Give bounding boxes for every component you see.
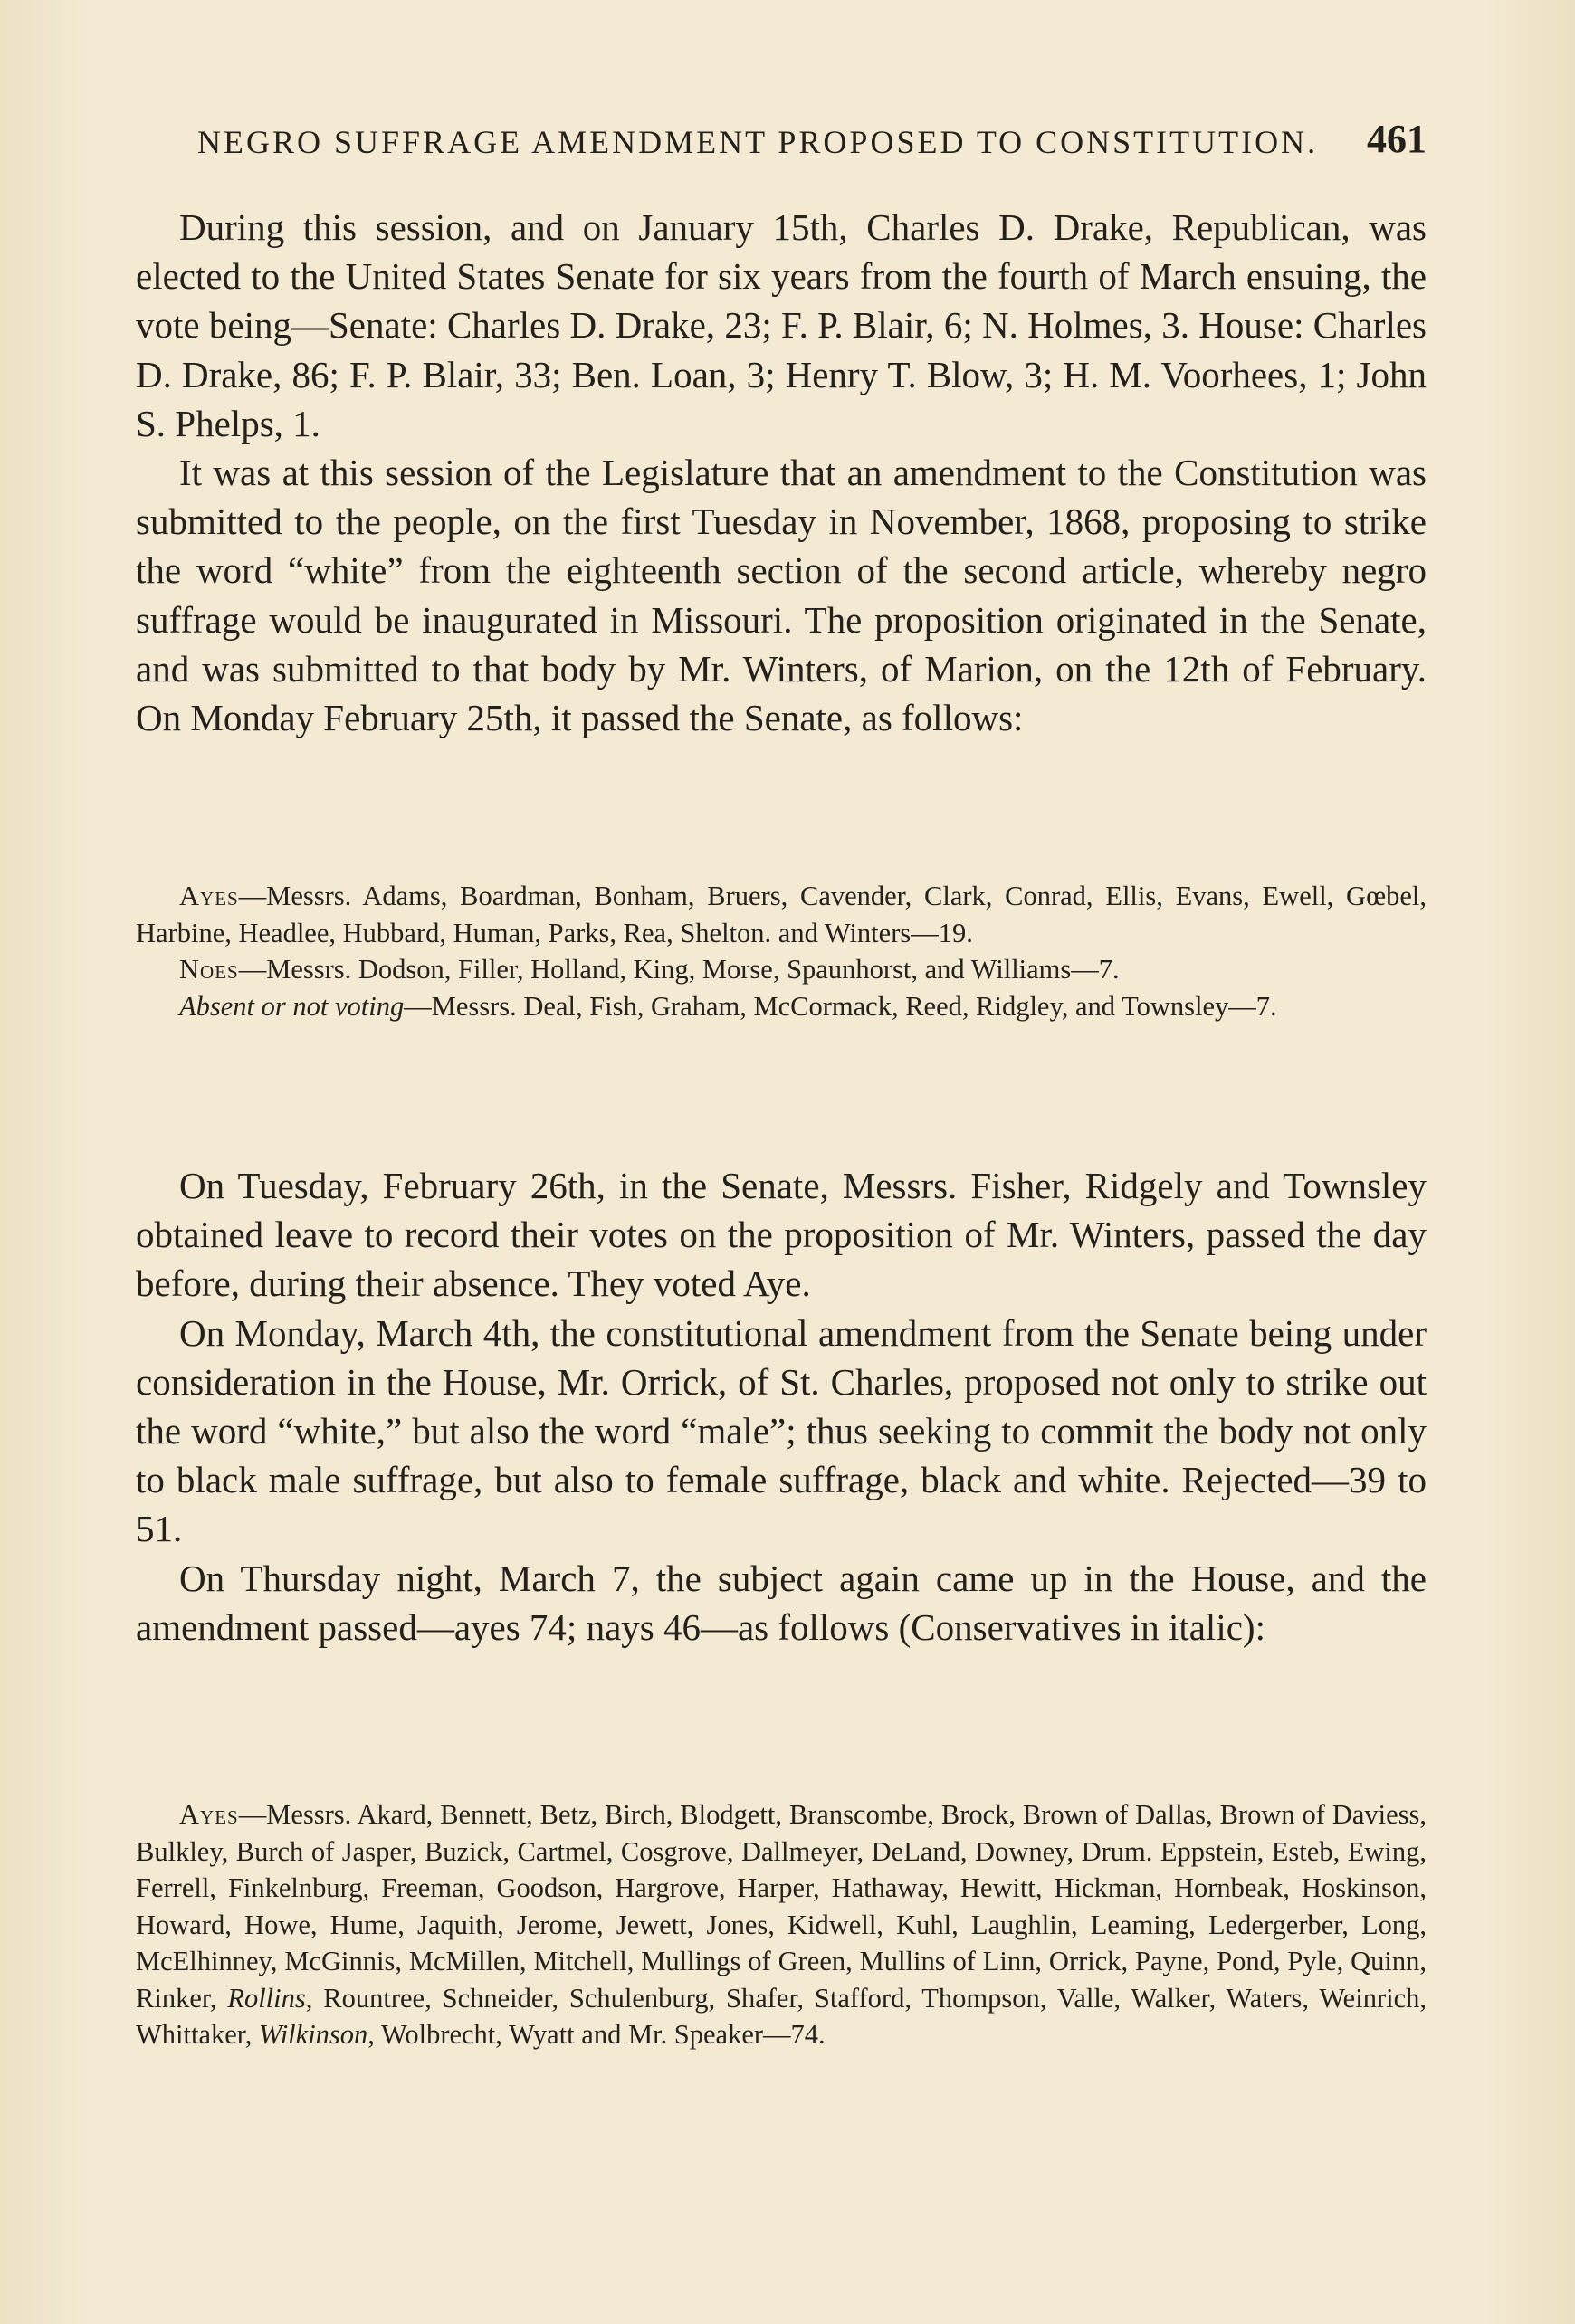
senate-absent-names: —Messrs. Deal, Fish, Graham, McCormack, Reed, Ridgley, and Townsley—7. [404,990,1277,1022]
page-number: 461 [1367,117,1427,161]
senate-ayes-names: —Messrs. Adams, Boardman, Bonham, Bruers, Cavender, Clark, Conrad, Ellis, Evans, Ewell, Gœbel, Harbine, Headlee, Hubbard, Human, Parks, Rea, Shelton. and Winters—19. [136,881,1427,948]
senate-absent-label: Absent or not voting [179,990,405,1022]
paragraph-late-votes: On Tuesday, February 26th, in the Senate, Messrs. Fisher, Ridgely and Townsley obtained leave to record their votes on the proposition of Mr. Winters, passed the day before, during their absence. They voted Aye. [136,1165,1427,1305]
opening-text [136,203,1427,742]
house-ayes-names-2: , Rountree, Schneider, Schulenburg, Shafer, Stafford, Thompson, Valle, Walker, Waters, Weinrich, Whittaker, [136,1982,1427,2050]
paragraph-orrick-motion: On Monday, March 4th, the constitutional amendment from the Senate being under consideration in the House, Mr. Orrick, of St. Charles, proposed not only to strike out the word “white,” but also the word “male”; thus seeking to commit the body not only to black male suffrage, but also to female suffrage, black and white. Rejected—39 to 51. [136,1311,1427,1550]
middle-text [136,1161,1427,1652]
house-ayes [136,1796,1427,2053]
house-ayes-names-1: —Messrs. Akard, Bennett, Betz, Birch, Blodgett, Branscombe, Brock, Brown of Dallas, Brown of Daviess, Bulkley, Burch of Jasper, Buzick, Cartmel, Cosgrove, Dallmeyer, DeLand, Downey, Drum. Eppstein, Esteb, Ewing, Ferrell, Finkelnburg, Freeman, Goodson, Hargrove, Harper, Hathaway, Hewitt, Hickman, Hornbeak, Hoskinson, Howard, Howe, Hume, Jaquith, Jerome, Jewett, Jones, Kidwell, Kuhl, Laughlin, Leaming, Ledergerber, Long, McElhinney, McGinnis, McMillen, Mitchell, Mullings of Green, Mullins of Linn, Orrick, Payne, Pond, Pyle, Quinn, Rinker, [136,1799,1427,2014]
senate-ayes [136,878,1427,951]
house-conservative-name-1: Rollins [227,1982,306,2014]
paragraph-house-passage: On Thursday night, March 7, the subject again came up in the House, and the amendment passed—ayes 74; nays 46—as follows (Conservatives in italic): [136,1557,1427,1648]
paragraph-amendment-origin: It was at this session of the Legislature that an amendment to the Constitution was submitted to the people, on the first Tuesday in November, 1868, proposing to strike the word “white” from the eighteenth section of the second article, whereby negro suffrage would be inaugurated in Missouri. The proposition originated in the Senate, and was submitted to that body by Mr. Winters, of Marion, on the 12th of February. On Monday February 25th, it passed the Senate, as follows: [136,452,1427,739]
senate-noes-label: Noes [179,954,239,985]
house-vote-record [136,1796,1427,2053]
house-ayes-names-3: , Wolbrecht, Wyatt and Mr. Speaker—74. [368,2019,826,2050]
senate-ayes-label: Ayes [179,881,239,911]
house-ayes-label: Ayes [179,1799,239,1830]
running-title: NEGRO SUFFRAGE AMENDMENT PROPOSED TO CONSTITUTION. [197,124,1319,160]
house-conservative-name-2: Wilkinson [258,2019,368,2050]
paragraph-drake-election: During this session, and on January 15th, Charles D. Drake, Republican, was elected to the United States Senate for six years from the fourth of March ensuing, the vote being—Senate: Charles D. Drake, 23; F. P. Blair, 6; N. Holmes, 3. House: Charles D. Drake, 86; F. P. Blair, 33; Ben. Loan, 3; Henry T. Blow, 3; H. M. Voorhees, 1; John S. Phelps, 1. [136,206,1427,444]
running-header [197,116,1427,170]
senate-noes-names: —Messrs. Dodson, Filler, Holland, King, Morse, Spaunhorst, and Williams—7. [238,954,1120,985]
senate-noes [136,951,1427,988]
senate-vote-record [136,878,1427,1024]
senate-absent [136,988,1427,1025]
